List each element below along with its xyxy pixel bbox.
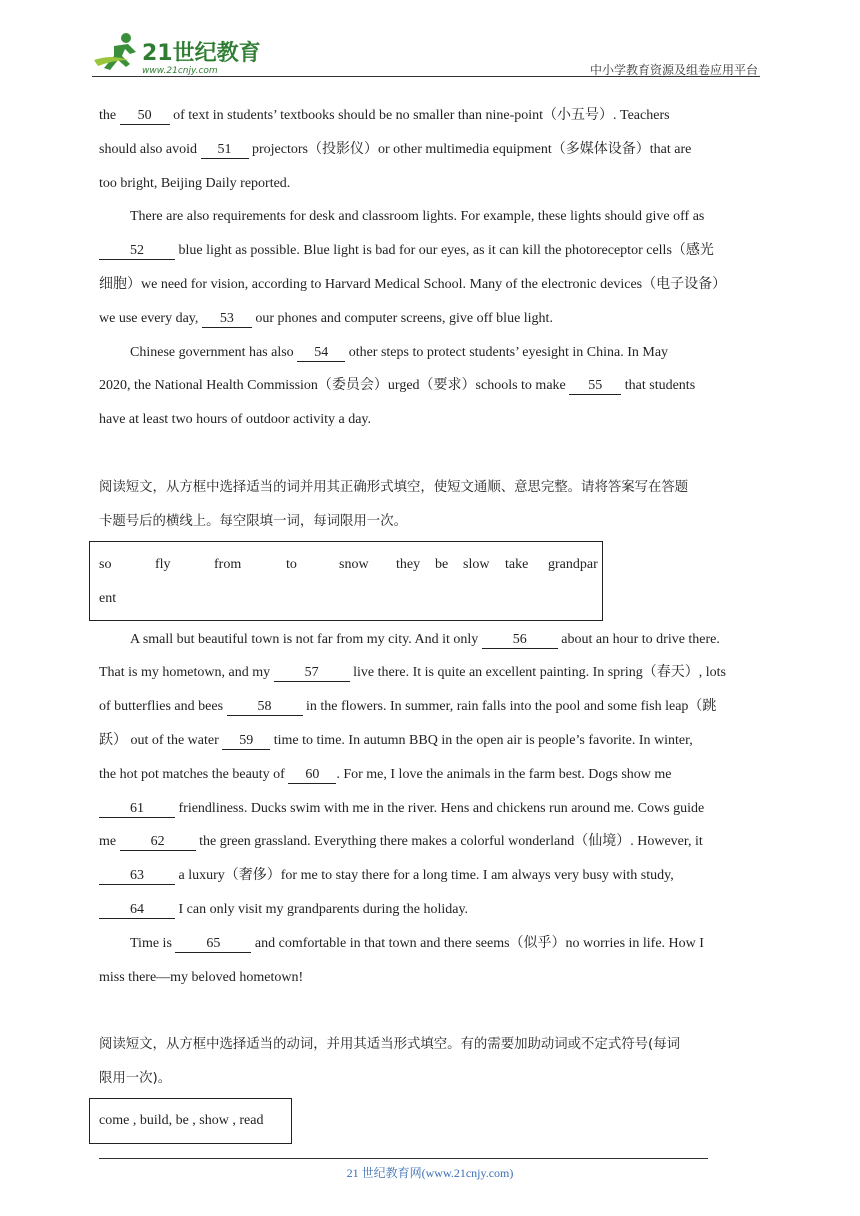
word-option: to [286,556,297,572]
text-line: the hot pot matches the beauty of 60 . For me, I love the animals in the farm best. Dogs show me [99,766,672,782]
text-line: 细胞）we need for vision, according to Harvard Medical School. Many of the electronic devices（电子设备） [99,276,727,292]
text-line: we use every day, 53 our phones and computer screens, give off blue light. [99,310,553,326]
word-box [89,541,603,621]
answer-blank-59[interactable]: 59 [222,733,270,750]
text-line: 61 friendliness. Ducks swim with me in the river. Hens and chickens run around me. Cows guide [99,792,769,826]
platform-label: 中小学教育资源及组卷应用平台 [589,63,758,77]
text-line: 63 a luxury（奢侈）for me to stay there for a long time. I am always very busy with study, [99,859,769,893]
word-option: take [505,556,529,572]
footer-divider [99,1158,708,1159]
word-option: so [99,556,112,572]
instruction-line: 阅读短文，从方框中选择适当的词并用其正确形式填空，使短文通顺、意思完整。请将答案写在答题 [99,479,689,495]
text-line: There are also requirements for desk and classroom lights. For example, these lights should give off as [130,209,705,225]
page-header [92,30,760,78]
answer-blank-60[interactable]: 60 [288,767,336,784]
answer-blank-62[interactable]: 62 [120,834,196,851]
text-line: That is my hometown, and my 57 live there. It is quite an excellent painting. In spring（春天）, lots [99,665,726,681]
answer-blank-53[interactable]: 53 [202,311,252,328]
text-line: 52 blue light as possible. Blue light is bad for our eyes, as it can kill the photoreceptor cells（感光 [99,234,769,268]
text-line: 跃） out of the water 59 time to time. In autumn BBQ in the open air is people’s favorite. In winter, [99,732,693,748]
document-body [99,99,769,1144]
answer-blank-63[interactable]: 63 [99,868,175,885]
answer-blank-54[interactable]: 54 [297,345,345,362]
svg-text:www.21cnjy.com: www.21cnjy.com [142,66,218,76]
answer-blank-56[interactable]: 56 [482,632,558,649]
text-line: the 50 of text in students’ textbooks should be no smaller than nine-point（小五号）. Teachers [99,108,670,123]
answer-blank-50[interactable]: 50 [120,108,170,125]
answer-blank-58[interactable]: 58 [227,699,303,716]
site-logo [92,30,262,76]
svg-text:21世纪教育: 21世纪教育 [142,41,261,66]
text-line: Time is 65 and comfortable in that town and there seems（似乎）no worries in life. How I [130,935,704,951]
instruction-line: 卡题号后的横线上。每空限填一词，每词限用一次。 [99,513,407,529]
runner-icon [94,33,136,70]
instruction-line: 限用一次)。 [99,1071,172,1087]
answer-blank-52[interactable]: 52 [99,243,175,260]
answer-blank-64[interactable]: 64 [99,902,175,919]
word-option: snow [339,556,369,572]
word-option: they [396,556,421,572]
text-line: have at least two hours of outdoor activity a day. [99,412,372,428]
text-line: of butterflies and bees 58 in the flowers. In summer, rain falls into the pool and some fish leap（跳 [99,699,717,715]
answer-blank-61[interactable]: 61 [99,801,175,818]
text-line: 64 I can only visit my grandparents during the holiday. [99,893,769,927]
word-option: grandpar [548,556,598,572]
answer-blank-57[interactable]: 57 [274,665,350,682]
footer-text: 21 世纪教育网(www.21cnjy.com) [346,1166,514,1180]
word-option: from [214,556,242,572]
word-option: ent [99,590,117,606]
text-line: should also avoid 51 projectors（投影仪）or other multimedia equipment（多媒体设备）that are [99,141,692,157]
text-line: A small but beautiful town is not far from my city. And it only 56 about an hour to drive there. [130,631,720,647]
word-option: be [435,556,449,572]
word-option: fly [155,556,171,572]
word-box-row [99,591,116,607]
answer-blank-55[interactable]: 55 [569,378,621,395]
verb-box: come , build, be , show , read [89,1098,292,1144]
text-line: me 62 the green grassland. Everything there makes a colorful wonderland（仙境）. However, it [99,834,703,850]
text-line: miss there—my beloved hometown! [99,969,304,985]
text-line: Chinese government has also 54 other steps to protect students’ eyesight in China. In May [130,344,669,360]
word-option: slow [463,556,490,572]
text-line: 2020, the National Health Commission（委员会）urged（要求）schools to make 55 that students [99,378,696,394]
answer-blank-65[interactable]: 65 [175,936,251,953]
header-divider [92,76,760,77]
instruction-line: 阅读短文，从方框中选择适当的动词，并用其适当形式填空。有的需要加助动词或不定式符号(每词 [99,1037,681,1053]
text-line: too bright, Beijing Daily reported. [99,175,291,191]
answer-blank-51[interactable]: 51 [201,142,249,159]
